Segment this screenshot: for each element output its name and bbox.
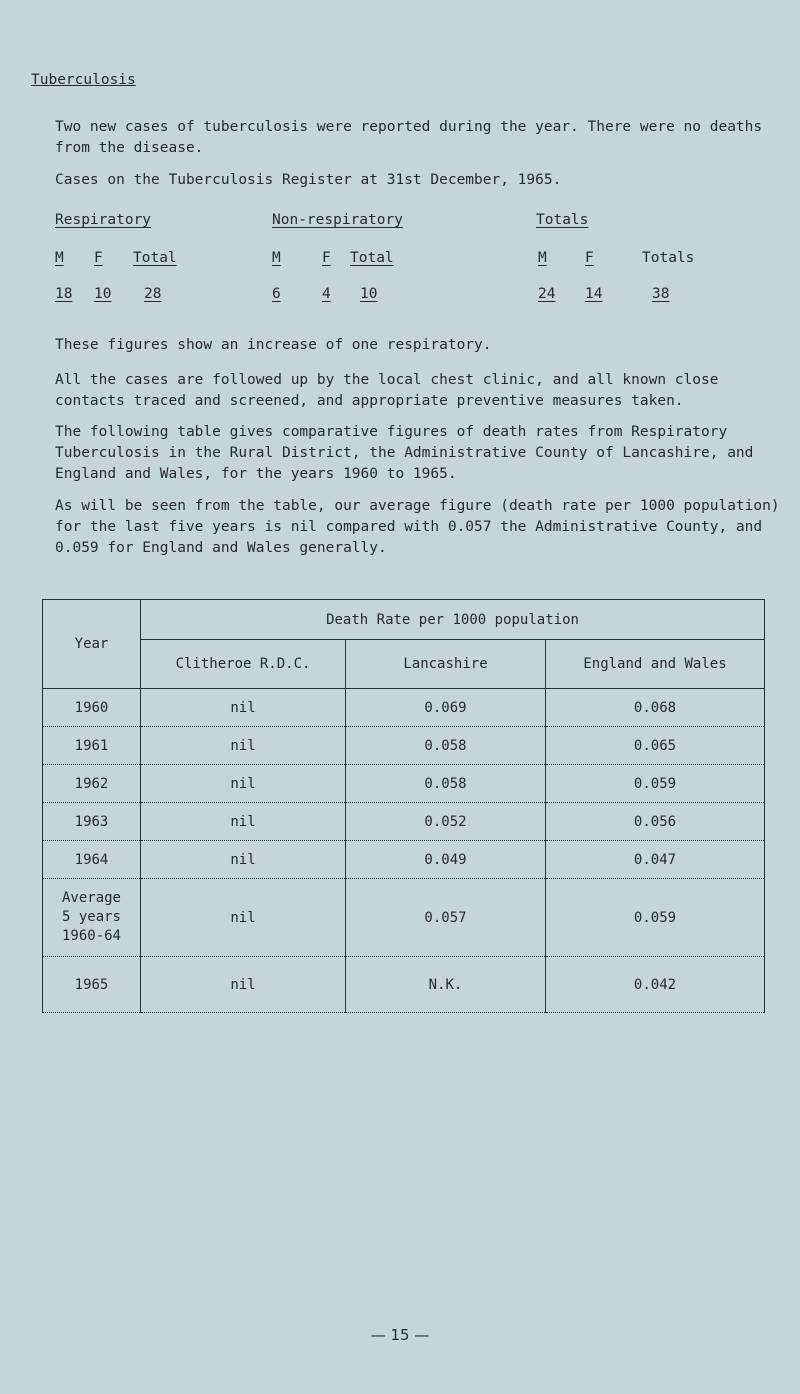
column-header-clitheroe: Clitheroe R.D.C. (141, 640, 346, 689)
england-wales-cell: 0.068 (546, 689, 765, 727)
death-rate-table (42, 599, 765, 1013)
year-cell: 1962 (43, 765, 141, 803)
clitheroe-cell: nil (141, 841, 346, 879)
column-header-lancashire: Lancashire (346, 640, 546, 689)
column-header-england-wales: England and Wales (546, 640, 765, 689)
lancashire-cell: 0.057 (346, 879, 546, 957)
increase-note: These figures show an increase of one respiratory. (55, 337, 492, 353)
table-row (43, 841, 765, 879)
resp-m-label: M (55, 250, 64, 266)
table-intro-paragraph: The following table gives comparative figures of death rates from Respiratory Tuberculosis in the Rural District, the Administrative County of Lancashire, and England and Wales, for the years 1960 to 1965. (55, 424, 754, 482)
average-line-3: 1960-64 (61, 928, 121, 944)
resp-f-label: F (94, 250, 103, 266)
england-wales-cell: 0.059 (546, 879, 765, 957)
clitheroe-cell: nil (141, 727, 346, 765)
totals-f-label: F (585, 250, 594, 266)
resp-total-label: Total (133, 250, 177, 266)
page-heading: Tuberculosis (31, 72, 136, 88)
clitheroe-cell: nil (141, 879, 346, 957)
death-rate-group-header: Death Rate per 1000 population (141, 600, 765, 640)
resp-total-value: 28 (144, 286, 162, 302)
lancashire-cell: N.K. (346, 957, 546, 1013)
clitheroe-cell: nil (141, 689, 346, 727)
year-cell: 1961 (43, 727, 141, 765)
followup-paragraph: All the cases are followed up by the local chest clinic, and all known close contacts traced and screened, and appropriate preventive measures taken. (55, 372, 719, 409)
lancashire-cell: 0.069 (346, 689, 546, 727)
table-row (43, 957, 765, 1013)
nonresp-m-label: M (272, 250, 281, 266)
nonresp-f-value: 4 (322, 286, 331, 302)
non-respiratory-label: Non-respiratory (272, 212, 403, 228)
page-number: — 15 — (370, 1326, 430, 1344)
year-cell: 1963 (43, 803, 141, 841)
totals-f-value: 14 (585, 286, 603, 302)
nonresp-f-label: F (322, 250, 331, 266)
table-row (43, 765, 765, 803)
respiratory-label: Respiratory (55, 212, 152, 228)
year-cell: 1964 (43, 841, 141, 879)
average-year-cell (43, 879, 141, 957)
england-wales-cell: 0.047 (546, 841, 765, 879)
average-line-1: Average (61, 890, 121, 906)
england-wales-cell: 0.042 (546, 957, 765, 1013)
nonresp-total-value: 10 (360, 286, 378, 302)
resp-f-value: 10 (94, 286, 112, 302)
totals-total-value: 38 (652, 286, 670, 302)
average-paragraph: As will be seen from the table, our average figure (death rate per 1000 population) for the last five years is nil compared with 0.057 the Administrative County, and 0.059 for England and Wales generally. (55, 498, 780, 556)
nonresp-total-label: Total (350, 250, 394, 266)
totals-m-label: M (538, 250, 547, 266)
lancashire-cell: 0.058 (346, 765, 546, 803)
clitheroe-cell: nil (141, 765, 346, 803)
totals-m-value: 24 (538, 286, 556, 302)
clitheroe-cell: nil (141, 803, 346, 841)
england-wales-cell: 0.059 (546, 765, 765, 803)
table-row (43, 689, 765, 727)
clitheroe-cell: nil (141, 957, 346, 1013)
england-wales-cell: 0.056 (546, 803, 765, 841)
lancashire-cell: 0.049 (346, 841, 546, 879)
register-heading: Cases on the Tuberculosis Register at 31st December, 1965. (55, 172, 562, 188)
year-cell: 1960 (43, 689, 141, 727)
intro-paragraph: Two new cases of tuberculosis were reported during the year. There were no deaths from the disease. (55, 119, 763, 156)
year-cell: 1965 (43, 957, 141, 1013)
resp-m-value: 18 (55, 286, 73, 302)
lancashire-cell: 0.052 (346, 803, 546, 841)
england-wales-cell: 0.065 (546, 727, 765, 765)
totals-total-label: Totals (642, 250, 695, 266)
lancashire-cell: 0.058 (346, 727, 546, 765)
totals-label: Totals (536, 212, 589, 228)
table-row (43, 803, 765, 841)
table-row (43, 879, 765, 957)
average-line-2: 5 years (61, 909, 121, 925)
nonresp-m-value: 6 (272, 286, 281, 302)
year-header: Year (43, 600, 141, 689)
table-row (43, 727, 765, 765)
